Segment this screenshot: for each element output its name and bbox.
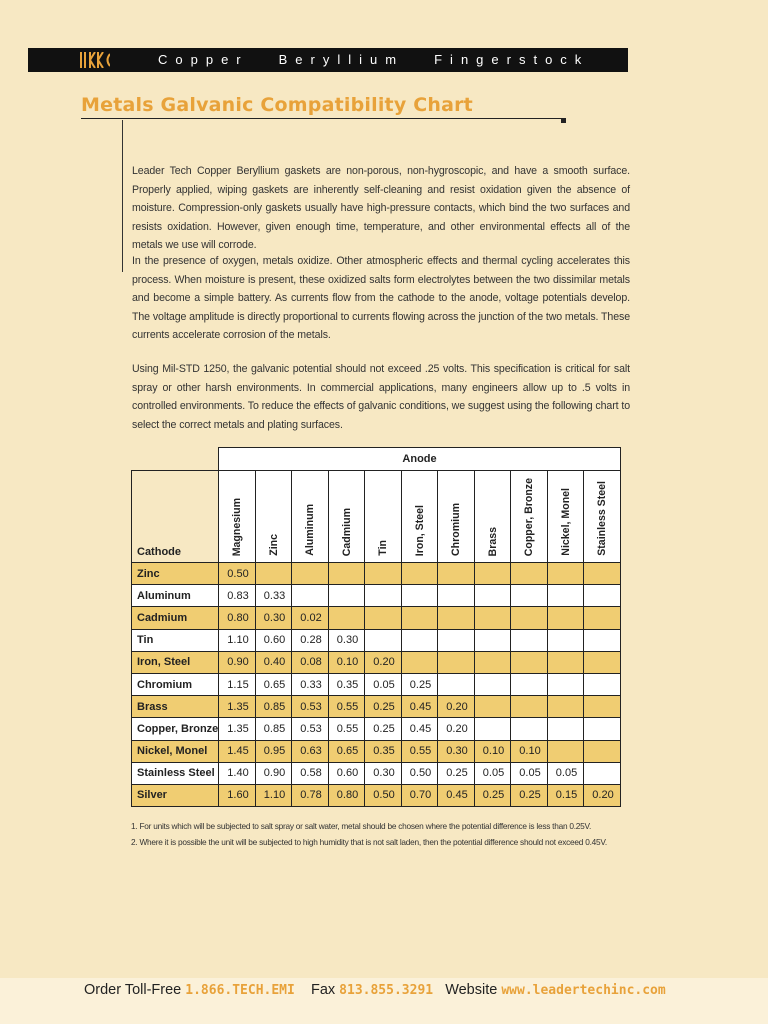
potential-cell <box>292 563 329 585</box>
intro-paragraph: Leader Tech Copper Beryllium gaskets are non-porous, non-hygroscopic, and have a smooth surface. Properly applied, wiping gaskets are inherently self-cleaning and resist oxidation given the absence of moisture. Compression-only gaskets usually have high-pressure contacts, which bind the two surfaces and resists oxidation. However, given enough time, temperature, and other environmental effects all of the metals we use will corrode. <box>132 165 630 252</box>
potential-cell <box>255 563 292 585</box>
potential-cell <box>365 563 402 585</box>
potential-cell: 1.15 <box>219 673 256 695</box>
anode-column-header <box>401 471 438 563</box>
potential-cell: 1.60 <box>219 784 256 806</box>
potential-cell: 1.35 <box>219 718 256 740</box>
anode-label: Brass <box>486 526 499 556</box>
anode-label: Iron, Steel <box>413 504 426 556</box>
potential-cell: 1.40 <box>219 762 256 784</box>
potential-cell <box>438 629 475 651</box>
anode-label: Tin <box>377 540 390 556</box>
cathode-label: Copper, Bronze <box>132 718 219 740</box>
potential-cell: 0.35 <box>328 673 365 695</box>
potential-cell <box>365 585 402 607</box>
table-row <box>132 718 621 740</box>
potential-cell: 0.53 <box>292 718 329 740</box>
footer-contact <box>84 982 666 998</box>
potential-cell <box>547 696 584 718</box>
potential-cell: 0.45 <box>401 696 438 718</box>
potential-cell: 0.20 <box>584 784 621 806</box>
potential-cell <box>547 629 584 651</box>
potential-cell <box>401 563 438 585</box>
potential-cell <box>474 651 511 673</box>
table-row <box>132 696 621 718</box>
potential-cell <box>547 673 584 695</box>
anode-label: Aluminum <box>304 504 317 556</box>
potential-cell <box>474 673 511 695</box>
potential-cell: 1.10 <box>255 784 292 806</box>
potential-cell <box>328 563 365 585</box>
potential-cell: 0.25 <box>401 673 438 695</box>
potential-cell: 0.25 <box>511 784 548 806</box>
header-tagline <box>158 52 628 67</box>
potential-cell <box>438 651 475 673</box>
table-row <box>132 740 621 762</box>
cathode-label: Zinc <box>132 563 219 585</box>
potential-cell: 0.65 <box>255 673 292 695</box>
cathode-label: Silver <box>132 784 219 806</box>
header-word: Copper <box>158 52 249 67</box>
potential-cell: 0.50 <box>365 784 402 806</box>
potential-cell: 0.35 <box>365 740 402 762</box>
potential-cell: 0.30 <box>328 629 365 651</box>
potential-cell <box>474 696 511 718</box>
potential-cell: 0.05 <box>365 673 402 695</box>
table-corner <box>132 448 219 471</box>
potential-cell <box>547 740 584 762</box>
potential-cell <box>584 740 621 762</box>
potential-cell: 0.90 <box>255 762 292 784</box>
potential-cell: 0.20 <box>365 651 402 673</box>
potential-cell: 0.15 <box>547 784 584 806</box>
potential-cell: 0.05 <box>547 762 584 784</box>
footnote: 1. For units which will be subjected to salt spray or salt water, metal should be chosen where the potential difference is less than 0.25V. <box>131 821 592 831</box>
potential-cell: 0.10 <box>474 740 511 762</box>
potential-cell <box>474 629 511 651</box>
cathode-label: Cadmium <box>132 607 219 629</box>
potential-cell: 0.25 <box>365 718 402 740</box>
potential-cell <box>584 607 621 629</box>
potential-cell <box>584 762 621 784</box>
potential-cell: 0.30 <box>255 607 292 629</box>
page-title: Metals Galvanic Compatibility Chart <box>81 94 473 116</box>
potential-cell <box>511 696 548 718</box>
table-row <box>132 607 621 629</box>
potential-cell <box>547 563 584 585</box>
anode-column-header <box>328 471 365 563</box>
title-divider <box>81 118 565 119</box>
anode-column-header <box>292 471 329 563</box>
potential-cell <box>438 585 475 607</box>
anode-column-header <box>219 471 256 563</box>
potential-cell <box>438 673 475 695</box>
potential-cell: 0.05 <box>511 762 548 784</box>
potential-cell <box>584 651 621 673</box>
cathode-header: Cathode <box>132 471 219 563</box>
potential-cell <box>511 563 548 585</box>
potential-cell: 0.85 <box>255 718 292 740</box>
potential-cell: 0.83 <box>219 585 256 607</box>
header-bar <box>28 48 628 72</box>
potential-cell <box>511 673 548 695</box>
potential-cell: 0.50 <box>401 762 438 784</box>
potential-cell: 0.33 <box>255 585 292 607</box>
potential-cell <box>511 651 548 673</box>
potential-cell: 0.28 <box>292 629 329 651</box>
potential-cell: 0.25 <box>438 762 475 784</box>
anode-column-header <box>365 471 402 563</box>
potential-cell <box>584 563 621 585</box>
potential-cell <box>292 585 329 607</box>
potential-cell: 0.60 <box>255 629 292 651</box>
potential-cell <box>438 607 475 629</box>
potential-cell <box>547 585 584 607</box>
cathode-label: Stainless Steel <box>132 762 219 784</box>
potential-cell: 0.55 <box>328 696 365 718</box>
potential-cell <box>401 629 438 651</box>
potential-cell: 0.45 <box>401 718 438 740</box>
anode-column-header <box>255 471 292 563</box>
footnote: 2. Where it is possible the unit will be subjected to high humidity that is not salt laden, then the potential difference should not exceed 0.45V. <box>131 836 607 847</box>
potential-cell: 0.50 <box>219 563 256 585</box>
potential-cell <box>328 607 365 629</box>
fax-label: Fax <box>310 982 336 998</box>
anode-label: Magnesium <box>231 497 244 556</box>
cathode-label: Tin <box>132 629 219 651</box>
potential-cell: 0.55 <box>328 718 365 740</box>
table-row <box>132 651 621 673</box>
potential-cell: 0.55 <box>401 740 438 762</box>
potential-cell <box>511 607 548 629</box>
potential-cell <box>365 607 402 629</box>
potential-cell <box>474 563 511 585</box>
potential-cell <box>584 585 621 607</box>
potential-cell: 1.10 <box>219 629 256 651</box>
potential-cell <box>547 651 584 673</box>
cathode-label: Nickel, Monel <box>132 740 219 762</box>
potential-cell <box>511 585 548 607</box>
fax-number: 813.855.3291 <box>339 983 434 998</box>
potential-cell: 0.02 <box>292 607 329 629</box>
potential-cell: 0.10 <box>511 740 548 762</box>
cathode-label: Brass <box>132 696 219 718</box>
margin-rule <box>122 120 123 272</box>
potential-cell: 0.10 <box>328 651 365 673</box>
potential-cell: 0.30 <box>438 740 475 762</box>
website-label: Website <box>445 982 498 998</box>
potential-cell: 0.90 <box>219 651 256 673</box>
potential-cell: 0.25 <box>365 696 402 718</box>
header-word: Beryllium <box>278 52 405 67</box>
potential-cell: 0.60 <box>328 762 365 784</box>
potential-cell: 0.30 <box>365 762 402 784</box>
anode-column-header <box>584 471 621 563</box>
anode-label: Zinc <box>267 534 280 556</box>
potential-cell <box>401 651 438 673</box>
order-label: Order Toll-Free <box>84 982 182 998</box>
galvanic-compatibility-table <box>131 447 621 807</box>
table-row <box>132 784 621 806</box>
potential-cell: 0.20 <box>438 718 475 740</box>
anode-label: Copper, Bronze <box>523 477 536 556</box>
potential-cell <box>547 607 584 629</box>
potential-cell: 0.20 <box>438 696 475 718</box>
potential-cell: 0.70 <box>401 784 438 806</box>
potential-cell: 0.78 <box>292 784 329 806</box>
potential-cell: 0.80 <box>219 607 256 629</box>
potential-cell: 0.25 <box>474 784 511 806</box>
anode-label: Nickel, Monel <box>559 488 572 556</box>
potential-cell: 0.65 <box>328 740 365 762</box>
footnotes <box>131 819 651 850</box>
potential-cell: 0.58 <box>292 762 329 784</box>
order-phone-link[interactable]: 1.866.TECH.EMI <box>185 983 295 998</box>
table-row <box>132 563 621 585</box>
table-row <box>132 629 621 651</box>
potential-cell: 0.05 <box>474 762 511 784</box>
title-divider-end <box>561 118 566 123</box>
potential-cell: 0.85 <box>255 696 292 718</box>
table-row <box>132 673 621 695</box>
anode-label: Stainless Steel <box>596 481 609 556</box>
anode-column-header <box>547 471 584 563</box>
potential-cell <box>328 585 365 607</box>
potential-cell: 1.45 <box>219 740 256 762</box>
anode-header: Anode <box>219 448 621 471</box>
anode-column-header <box>438 471 475 563</box>
potential-cell <box>584 718 621 740</box>
potential-cell <box>401 607 438 629</box>
cathode-label: Iron, Steel <box>132 651 219 673</box>
table-row <box>132 585 621 607</box>
potential-cell: 0.08 <box>292 651 329 673</box>
milstd-paragraph: Using Mil-STD 1250, the galvanic potential should not exceed .25 volts. This specification is critical for salt spray or other harsh environments. In commercial applications, many engineers allow up to .5 volts in controlled environments. To reduce the effects of galvanic conditions, we suggest using the following chart to select the correct metals and plating surfaces. <box>132 363 630 431</box>
anode-label: Cadmium <box>340 507 353 556</box>
potential-cell <box>365 629 402 651</box>
header-word: Fingerstock <box>434 52 590 67</box>
oxidation-paragraph: In the presence of oxygen, metals oxidize. Other atmospheric effects and thermal cycling accelerates this process. When moisture is present, these oxidized salts form electrolytes between the two dissimilar metals and become a simple battery. As currents flow from the cathode to the anode, voltage potentials develop. The voltage amplitude is directly proportional to currents flowing across the junction of the two metals. These currents accelerate corrosion of the metals. <box>132 255 630 342</box>
potential-cell <box>474 607 511 629</box>
potential-cell: 0.80 <box>328 784 365 806</box>
cathode-label: Chromium <box>132 673 219 695</box>
potential-cell: 1.35 <box>219 696 256 718</box>
potential-cell <box>584 696 621 718</box>
potential-cell <box>474 718 511 740</box>
leader-tech-logo-icon <box>80 52 110 68</box>
potential-cell <box>438 563 475 585</box>
potential-cell <box>584 629 621 651</box>
potential-cell: 0.95 <box>255 740 292 762</box>
anode-column-header <box>474 471 511 563</box>
table-row <box>132 762 621 784</box>
website-link[interactable]: www.leadertechinc.com <box>501 983 666 998</box>
galvanic-table-container <box>131 447 621 807</box>
anode-column-header <box>511 471 548 563</box>
potential-cell <box>547 718 584 740</box>
potential-cell <box>511 718 548 740</box>
anode-label: Chromium <box>450 503 463 556</box>
potential-cell <box>401 585 438 607</box>
potential-cell: 0.45 <box>438 784 475 806</box>
potential-cell <box>584 673 621 695</box>
potential-cell: 0.53 <box>292 696 329 718</box>
potential-cell: 0.40 <box>255 651 292 673</box>
potential-cell: 0.63 <box>292 740 329 762</box>
potential-cell <box>474 585 511 607</box>
potential-cell <box>511 629 548 651</box>
cathode-label: Aluminum <box>132 585 219 607</box>
potential-cell: 0.33 <box>292 673 329 695</box>
